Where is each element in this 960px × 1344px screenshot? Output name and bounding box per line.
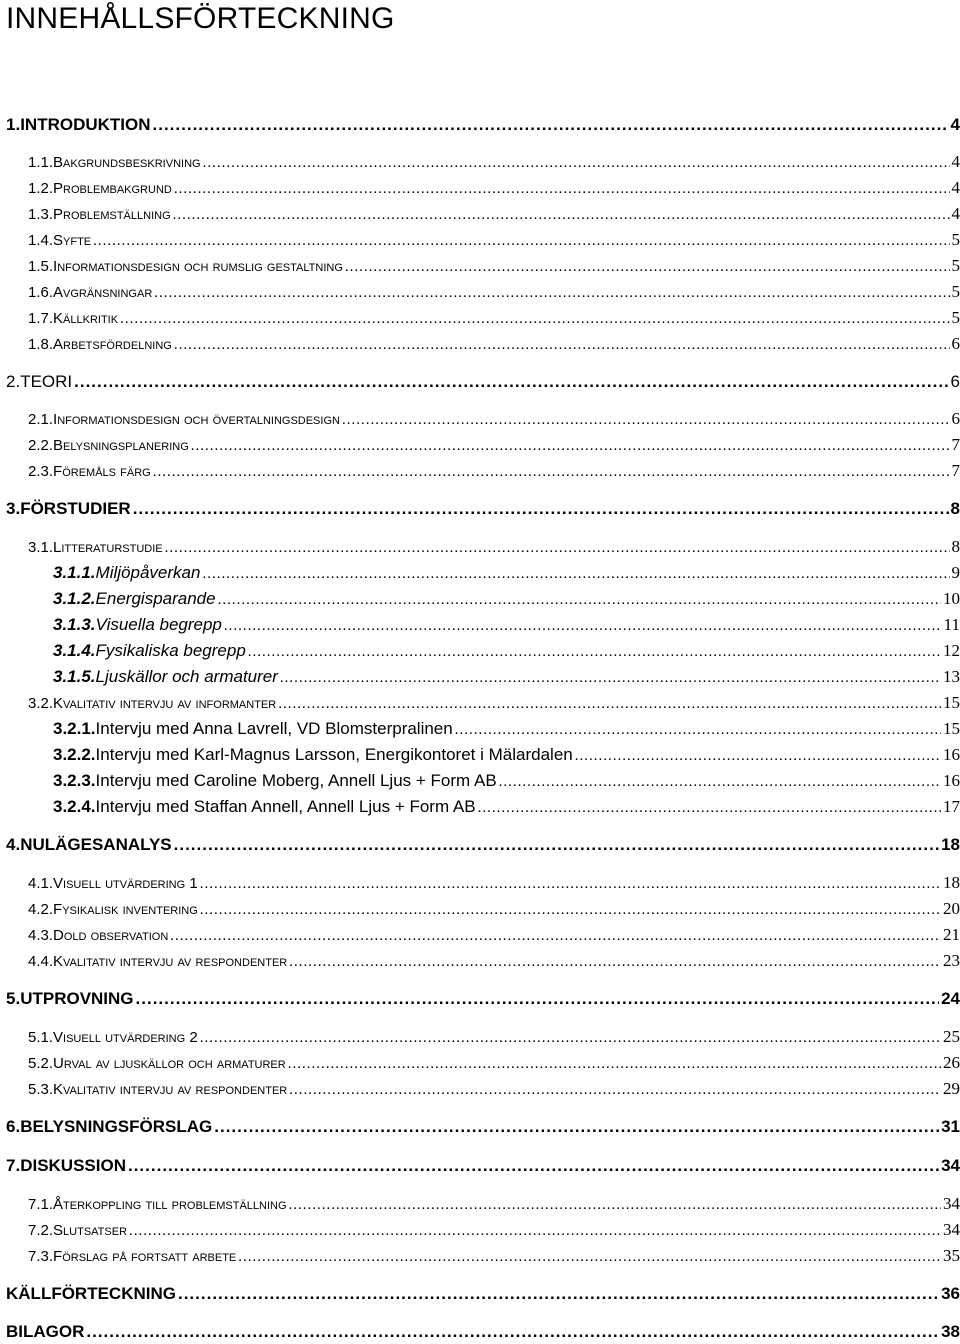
dot-leader [224, 614, 942, 638]
toc-entry[interactable] [28, 871, 960, 895]
toc-entry-page: 20 [943, 897, 960, 921]
toc-entry-page: 18 [943, 871, 960, 895]
toc-entry-title: FÖRSTUDIER [20, 497, 131, 521]
toc-entry[interactable] [6, 1320, 960, 1344]
toc-entry[interactable] [28, 1077, 960, 1101]
dot-leader [154, 281, 949, 305]
toc-entry-number: 5.2. [28, 1052, 53, 1076]
dot-leader [74, 370, 948, 394]
toc-entry[interactable] [53, 769, 960, 793]
toc-entry-number: 7.1. [28, 1193, 53, 1217]
toc-entry-page: 5 [952, 280, 960, 304]
toc-entry-number: 3.2.4. [53, 795, 96, 819]
toc-entry-number: 3. [6, 497, 20, 521]
toc-entry-page: 9 [952, 561, 960, 585]
dot-leader [120, 307, 949, 331]
toc-entry-title: Informationsdesign och rumslig gestaltning [53, 255, 343, 279]
toc-entry[interactable] [6, 113, 960, 137]
dot-leader [289, 1078, 941, 1102]
toc-entry-title: Förslag på fortsatt arbete [53, 1245, 236, 1269]
toc-entry-title: Informationsdesign och övertalningsdesign [53, 408, 340, 432]
dot-leader [170, 924, 941, 948]
dot-leader [153, 113, 949, 137]
toc-entry-title: Visuell utvärdering 1 [53, 872, 198, 896]
toc-entry-number: 4.4. [28, 950, 53, 974]
toc-entry-number: 3.1.4. [53, 639, 96, 663]
toc-entry-page: 15 [943, 691, 960, 715]
toc-entry-number: 7.2. [28, 1219, 53, 1243]
toc-entry-page: 7 [952, 433, 960, 457]
toc-entry[interactable] [28, 407, 960, 431]
toc-entry-title: Kvalitativ intervju av respondenter [53, 950, 287, 974]
toc-entry-number: 7.3. [28, 1245, 53, 1269]
dot-leader [248, 640, 941, 664]
dot-leader [86, 1320, 939, 1344]
toc-entry-page: 34 [941, 1154, 960, 1178]
toc-entry-page: 6 [952, 332, 960, 356]
toc-entry-page: 6 [952, 407, 960, 431]
toc-entry-title: Avgränsningar [53, 281, 152, 305]
toc-entry-number: 6. [6, 1115, 20, 1139]
toc-entry-number: 1.2. [28, 177, 53, 201]
toc-entry-page: 4 [952, 176, 960, 200]
toc-entry-number: 3.1.2. [53, 587, 96, 611]
toc-entry-title: Fysikaliska begrepp [96, 639, 246, 663]
toc-entry-number: 1.4. [28, 229, 53, 253]
toc-entry-number: 4. [6, 833, 20, 857]
toc-entry[interactable] [28, 254, 960, 278]
dot-leader [575, 744, 941, 768]
toc-entry-title: Miljöpåverkan [96, 561, 201, 585]
toc-entry-title: Litteraturstudie [53, 536, 163, 560]
dot-leader [200, 872, 941, 896]
toc-entry-title: UTPROVNING [20, 987, 133, 1011]
toc-entry[interactable] [53, 795, 960, 819]
toc-entry-title: Arbetsfördelning [53, 333, 172, 357]
toc-entry[interactable] [53, 613, 960, 637]
toc-entry[interactable] [28, 176, 960, 200]
toc-entry-title: Problemställning [53, 203, 171, 227]
toc-entry-page: 38 [941, 1320, 960, 1344]
toc-entry-page: 13 [943, 665, 960, 689]
toc-entry-title: Intervju med Caroline Moberg, Annell Ljus + Form AB [96, 769, 497, 793]
dot-leader [173, 203, 950, 227]
toc-entry[interactable] [28, 150, 960, 174]
dot-leader [478, 796, 941, 820]
toc-entry-number: 4.2. [28, 898, 53, 922]
toc-entry-number: 3.2.3. [53, 769, 96, 793]
toc-entry-page: 24 [941, 987, 960, 1011]
toc-entry-number: 2.3. [28, 460, 53, 484]
toc-entry[interactable] [28, 459, 960, 483]
toc-entry[interactable] [6, 987, 960, 1011]
toc-entry-number: 1.1. [28, 151, 53, 175]
dot-leader [499, 770, 941, 794]
toc-entry[interactable] [28, 535, 960, 559]
toc-entry-number: 3.2. [28, 692, 53, 716]
toc-entry-page: 12 [943, 639, 960, 663]
toc-entry-page: 16 [943, 769, 960, 793]
toc-entry-number: 1.6. [28, 281, 53, 305]
toc-entry-page: 11 [944, 613, 960, 637]
toc-entry-page: 16 [943, 743, 960, 767]
dot-leader [455, 718, 941, 742]
dot-leader [178, 1282, 939, 1306]
toc-entry-number: 5. [6, 987, 20, 1011]
toc-entry[interactable] [6, 833, 960, 857]
toc-entry-page: 31 [941, 1115, 960, 1139]
toc-entry[interactable] [6, 1154, 960, 1178]
toc-entry-page: 8 [952, 535, 960, 559]
toc-entry-page: 15 [943, 717, 960, 741]
toc-entry-number: 3.1.3. [53, 613, 96, 637]
dot-leader [93, 229, 949, 253]
toc-entry-number: 3.2.1. [53, 717, 96, 741]
toc-entry-title: Belysningsplanering [53, 434, 189, 458]
toc-entry-page: 5 [952, 254, 960, 278]
dot-leader [289, 1193, 941, 1217]
toc-entry-title: Kvalitativ intervju av informanter [53, 692, 276, 716]
toc-entry[interactable] [28, 923, 960, 947]
toc-entry-title: INTRODUKTION [20, 113, 150, 137]
toc-entry-page: 4 [952, 150, 960, 174]
toc-entry[interactable] [28, 1218, 960, 1242]
dot-leader [136, 987, 940, 1011]
dot-leader [174, 333, 950, 357]
toc-entry-title: Intervju med Anna Lavrell, VD Blomsterpralinen [96, 717, 453, 741]
toc-entry-page: 23 [943, 949, 960, 973]
toc-entry-page: 34 [943, 1218, 960, 1242]
toc-entry-page: 5 [952, 228, 960, 252]
toc-entry-title: BILAGOR [6, 1320, 84, 1344]
toc-entry-page: 21 [943, 923, 960, 947]
toc-entry[interactable] [28, 949, 960, 973]
toc-entry[interactable] [53, 743, 960, 767]
toc-entry-page: 29 [943, 1077, 960, 1101]
toc-entry-number: 1.8. [28, 333, 53, 357]
dot-leader [174, 833, 939, 857]
toc-entry-title: KÄLLFÖRTECKNING [6, 1282, 176, 1306]
toc-entry[interactable] [6, 497, 960, 521]
dot-leader [280, 666, 941, 690]
dot-leader [129, 1219, 941, 1243]
toc-entry-number: 2.1. [28, 408, 53, 432]
toc-entry[interactable] [28, 1192, 960, 1216]
toc-entry-title: Återkoppling till problemställning [53, 1193, 287, 1217]
toc-entry-title: Visuell utvärdering 2 [53, 1026, 198, 1050]
toc-entry[interactable] [28, 691, 960, 715]
toc-entry-number: 7. [6, 1154, 20, 1178]
toc-entry[interactable] [53, 587, 960, 611]
dot-leader [289, 950, 941, 974]
toc-entry[interactable] [28, 433, 960, 457]
toc-entry-title: BELYSNINGSFÖRSLAG [20, 1115, 212, 1139]
dot-leader [165, 536, 950, 560]
dot-leader [133, 497, 949, 521]
toc-entry-page: 10 [943, 587, 960, 611]
toc-entry-title: NULÄGESANALYS [20, 833, 171, 857]
toc-entry[interactable] [53, 717, 960, 741]
toc-entry-title: Problembakgrund [53, 177, 172, 201]
toc-entry-title: Energisparande [96, 587, 216, 611]
toc-entry-title: Kvalitativ intervju av respondenter [53, 1078, 287, 1102]
toc-entry-number: 3.1.5. [53, 665, 96, 689]
dot-leader [238, 1245, 941, 1269]
toc-entry-page: 34 [943, 1192, 960, 1216]
dot-leader [342, 408, 950, 432]
toc-entry-number: 5.3. [28, 1078, 53, 1102]
toc-entry[interactable] [6, 1282, 960, 1306]
dot-leader [218, 588, 941, 612]
toc-entry-page: 7 [952, 459, 960, 483]
toc-entry-page: 25 [943, 1025, 960, 1049]
dot-leader [174, 177, 950, 201]
toc-entry[interactable] [28, 897, 960, 921]
toc-entry-title: Föremåls färg [53, 460, 151, 484]
toc-entry-number: 1.3. [28, 203, 53, 227]
toc-entry-title: Källkritik [53, 307, 118, 331]
dot-leader [202, 562, 949, 586]
toc-entry-title: Fysikalisk inventering [53, 898, 198, 922]
toc-entry[interactable] [53, 639, 960, 663]
toc-entry-page: 4 [952, 202, 960, 226]
toc-entry-number: 4.3. [28, 924, 53, 948]
toc-entry[interactable] [53, 665, 960, 689]
dot-leader [200, 1026, 941, 1050]
toc-entry-page: 36 [941, 1282, 960, 1306]
toc-entry[interactable] [28, 202, 960, 226]
toc-entry-title: DISKUSSION [20, 1154, 126, 1178]
toc-entry-page: 35 [943, 1244, 960, 1268]
toc-entry-page: 26 [943, 1051, 960, 1075]
dot-leader [200, 898, 941, 922]
toc-entry[interactable] [28, 228, 960, 252]
toc-entry-number: 3.1.1. [53, 561, 96, 585]
toc-entry-page: 5 [952, 306, 960, 330]
toc-entry-page: 6 [951, 370, 960, 394]
toc-entry[interactable] [28, 1244, 960, 1268]
toc-entry-number: 1.7. [28, 307, 53, 331]
dot-leader [345, 255, 950, 279]
toc-entry-page: 8 [951, 497, 960, 521]
toc-entry-title: Visuella begrepp [96, 613, 222, 637]
dot-leader [153, 460, 950, 484]
dot-leader [288, 1052, 941, 1076]
toc-entry-number: 2.2. [28, 434, 53, 458]
toc-entry-page: 4 [951, 113, 960, 137]
toc-entry-title: Bakgrundsbeskrivning [53, 151, 201, 175]
toc-entry-title: Dold observation [53, 924, 168, 948]
dot-leader [278, 692, 941, 716]
toc-entry[interactable] [6, 1115, 960, 1139]
toc-entry-title: Intervju med Staffan Annell, Annell Ljus + Form AB [96, 795, 476, 819]
page-title: INNEHÅLLSFÖRTECKNING [6, 2, 395, 36]
toc-entry-number: 5.1. [28, 1026, 53, 1050]
toc-entry[interactable] [53, 561, 960, 585]
toc-entry-number: 1.5. [28, 255, 53, 279]
toc-entry-number: 1. [6, 113, 20, 137]
toc-entry-title: Syfte [53, 229, 91, 253]
dot-leader [128, 1154, 939, 1178]
toc-entry-title: TEORI [20, 370, 72, 394]
toc-entry-title: Urval av ljuskällor och armaturer [53, 1052, 286, 1076]
toc-entry-title: Intervju med Karl-Magnus Larsson, Energikontoret i Mälardalen [96, 743, 573, 767]
toc-entry-number: 3.1. [28, 536, 53, 560]
dot-leader [203, 151, 950, 175]
toc-entry-page: 17 [943, 795, 960, 819]
toc-entry-number: 2. [6, 370, 20, 394]
toc-entry[interactable] [28, 332, 960, 356]
toc-entry-number: 3.2.2. [53, 743, 96, 767]
dot-leader [214, 1115, 939, 1139]
toc-entry[interactable] [28, 1025, 960, 1049]
toc-entry-title: Slutsatser [53, 1219, 127, 1243]
toc-entry-page: 18 [941, 833, 960, 857]
toc-entry[interactable] [28, 1051, 960, 1075]
toc-entry[interactable] [28, 306, 960, 330]
dot-leader [191, 434, 950, 458]
toc-entry[interactable] [6, 370, 960, 394]
toc-entry[interactable] [28, 280, 960, 304]
toc-entry-title: Ljuskällor och armaturer [96, 665, 278, 689]
toc-entry-number: 4.1. [28, 872, 53, 896]
